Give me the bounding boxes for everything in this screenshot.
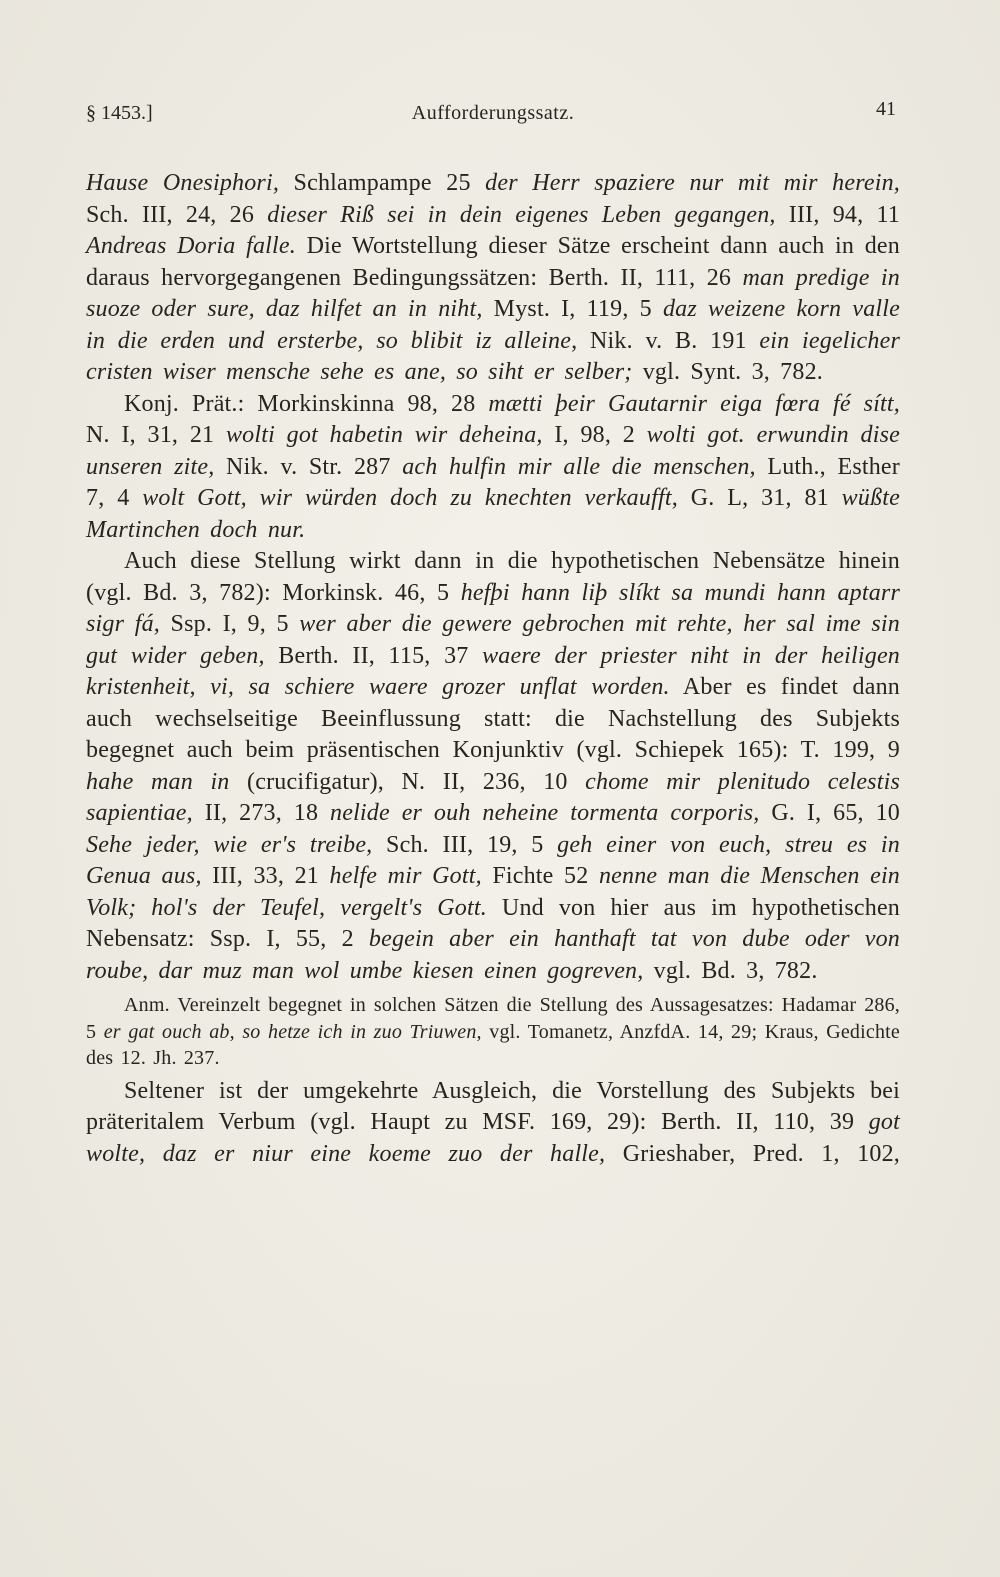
cited-example-text: got wolte, daz er niur eine koeme zuo der halle, (86, 1109, 900, 1167)
body-text: Auch diese Stellung wirkt dann in die hypothetischen Nebensätze hinein (vgl. Bd. 3, 782): Morkinsk. 46, 5 (86, 548, 900, 606)
cited-example-text: chome mir plenitudo celestis sapientiae, (86, 768, 901, 826)
running-title: Aufforderungssatz. (411, 102, 575, 124)
cited-example-text: der Herr spaziere nur mit mir herein, (485, 170, 900, 196)
cited-example-text: nenne man die Menschen ein Volk; hol's der Teufel, vergelt's Gott. (86, 863, 901, 921)
paragraph-4 (86, 992, 900, 1072)
body-text: Und von hier aus im hypothetischen Nebensatz: Ssp. I, 55, 2 (86, 894, 900, 952)
section-number: § 1453.] (86, 102, 153, 124)
body-text: vgl. Bd. 3, 782. (643, 957, 818, 984)
body-text: Konj. Prät.: Morkinskinna 98, 28 (124, 390, 489, 417)
paragraph-1 (86, 168, 900, 389)
body-text: Berth. II, 115, 37 (264, 642, 483, 669)
cited-example-text: man predige in suoze oder sure, daz hilfet an in niht, (86, 264, 900, 322)
body-text: Die Wortstellung dieser Sätze erscheint dann auch in den daraus hervorgegangenen Bedingungssätzen: Berth. II, 111, 26 (86, 233, 900, 291)
cited-example-text: wolt Gott, wir würden doch zu knechten verkaufft, (142, 485, 678, 511)
paragraph-2 (86, 389, 900, 547)
page-body (86, 168, 900, 1170)
body-text: Sch. III, 19, 5 (372, 831, 558, 858)
cited-example-text: dieser Riß sei in dein eigenes Leben gegangen, (267, 201, 776, 228)
cited-example-text: mætti þeir Gautarnir eiga fœra fé sítt, (488, 390, 900, 417)
body-text: I, 98, 2 (542, 422, 647, 448)
cited-example-text: hahe man in (86, 768, 230, 795)
cited-example-text: wolti got. erwundin dise unseren zite, (86, 422, 900, 480)
body-text: N. I, 31, 21 (86, 422, 226, 448)
cited-example-text: Hause Onesiphori, (86, 170, 280, 196)
body-text: Aber es findet dann auch wechselseitige Beeinflussung statt: die Nachstellung des Subjekts begegnet auch beim präsentischen Konjunktiv (vgl. Schiepek 165): T. 199, 9 (86, 674, 900, 763)
cited-example-text: waere der priester niht in der heiligen kristenheit, vi, sa schiere waere grozer unflat worden. (86, 642, 900, 700)
body-text: Fichte 52 (481, 863, 599, 889)
cited-example-text: wer aber die gewere gebrochen mit rehte, her sal ime sin gut wider geben, (86, 611, 900, 669)
cited-example-text: nelide er ouh neheine tormenta corporis, (330, 800, 760, 826)
cited-example-text: geh einer von euch, streu es in Genua aus, (86, 831, 900, 889)
body-text: G. I, 65, 10 (759, 800, 900, 826)
body-text: Myst. I, 119, 5 (482, 296, 663, 322)
body-text: Grieshaber, Pred. 1, 102, (605, 1140, 901, 1167)
body-text: Luth., Esther 7, 4 (86, 453, 900, 511)
body-text: Nik. v. B. 191 (577, 327, 760, 354)
body-text: G. L, 31, 81 (677, 485, 842, 511)
cited-example-text: er gat ouch ab, so hetze ich in zuo Triuwen, (103, 1020, 482, 1043)
cited-example-text: daz weizene korn valle in die erden und ersterbe, so blibit iz alleine, (86, 296, 900, 354)
body-text: vgl. Tomanetz, AnzfdA. 14, 29; Kraus, Gedichte des 12. Jh. 237. (86, 1020, 900, 1069)
body-text: Nik. v. Str. 287 (214, 453, 403, 480)
body-text: vgl. Synt. 3, 782. (632, 359, 823, 385)
page-header (86, 98, 900, 132)
paragraph-5 (86, 1076, 900, 1171)
cited-example-text: Andreas Doria falle. (86, 233, 296, 259)
body-text: III, 33, 21 (201, 863, 330, 889)
page-number: 41 (876, 98, 896, 120)
body-text: (crucifigatur), N. II, 236, 10 (229, 768, 586, 795)
paragraph-3 (86, 546, 900, 987)
cited-example-text: begein aber ein hanthaft tat von dube oder von roube, dar muz man wol umbe kiesen einen gogreven, (86, 926, 901, 984)
cited-example-text: wüßte Martinchen doch nur. (86, 485, 900, 543)
cited-example-text: hefþi hann liþ slíkt sa mundi hann aptarr sigr fá, (86, 579, 900, 637)
cited-example-text: helfe mir Gott, (329, 863, 482, 889)
cited-example-text: Sehe jeder, wie er's treibe, (86, 831, 373, 858)
body-text: Ssp. I, 9, 5 (159, 611, 300, 637)
body-text: Anm. Vereinzelt begegnet in solchen Sätzen die Stellung des Aussagesatzes: Hadamar 286, 5 (86, 994, 900, 1043)
body-text: Seltener ist der umgekehrte Ausgleich, die Vorstellung des Subjekts bei präteritalem Verbum (vgl. Haupt zu MSF. 169, 29): Berth. II, 110, 39 (86, 1077, 900, 1135)
body-text: III, 94, 11 (775, 201, 900, 228)
cited-example-text: wolti got habetin wir deheina, (225, 422, 543, 448)
cited-example-text: ein iegelicher cristen wiser mensche sehe es ane, so siht er selber; (86, 327, 900, 385)
body-text: II, 273, 18 (192, 800, 331, 826)
cited-example-text: ach hulfin mir alle die menschen, (402, 453, 756, 480)
body-text: Schlampampe 25 (279, 170, 486, 196)
body-text: Sch. III, 24, 26 (86, 201, 268, 228)
